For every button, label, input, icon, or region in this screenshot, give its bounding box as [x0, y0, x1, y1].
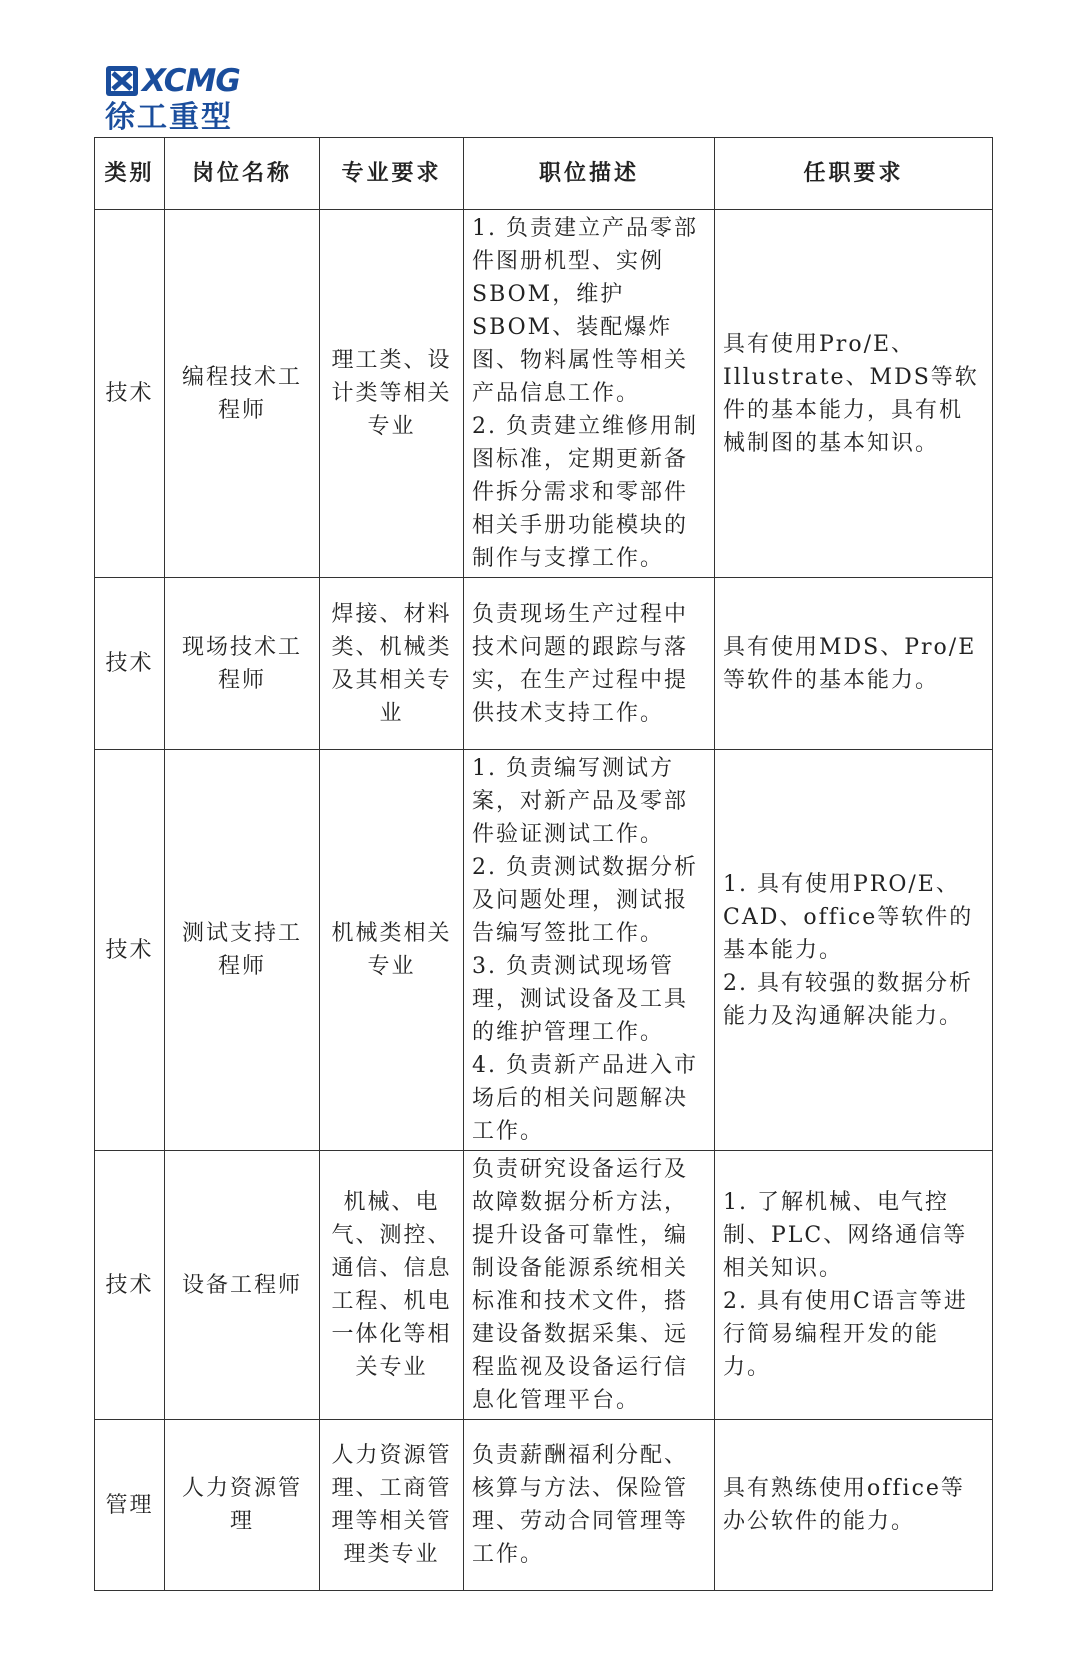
category-cell: 技术 — [95, 210, 165, 578]
description-cell: 负责现场生产过程中技术问题的跟踪与落实，在生产过程中提供技术支持工作。 — [464, 578, 715, 750]
logo-brand-text: XCMG — [142, 63, 240, 99]
company-logo — [105, 64, 255, 136]
category-cell: 管理 — [95, 1420, 165, 1591]
position-cell: 测试支持工程师 — [165, 750, 320, 1151]
category-cell: 技术 — [95, 578, 165, 750]
major-cell: 机械类相关专业 — [320, 750, 464, 1151]
description-cell: 负责薪酬福利分配、核算与方法、保险管理、劳动合同管理等工作。 — [464, 1420, 715, 1591]
requirements-cell: 具有使用Pro/E、Illustrate、MDS等软件的基本能力，具有机械制图的基本知识。 — [715, 210, 993, 578]
table-row — [95, 578, 993, 750]
position-cell: 设备工程师 — [165, 1151, 320, 1420]
header-position: 岗位名称 — [165, 138, 320, 210]
position-cell: 现场技术工程师 — [165, 578, 320, 750]
major-cell: 人力资源管理、工商管理等相关管理类专业 — [320, 1420, 464, 1591]
category-cell: 技术 — [95, 1151, 165, 1420]
description-cell: 1. 负责编写测试方案，对新产品及零部件验证测试工作。 2. 负责测试数据分析及问题处理，测试报告编写签批工作。 3. 负责测试现场管理，测试设备及工具的维护管理工作。 4. 负责新产品进入市场后的相关问题解决工作。 — [464, 750, 715, 1151]
requirements-cell: 具有熟练使用office等办公软件的能力。 — [715, 1420, 993, 1591]
table-row — [95, 1151, 993, 1420]
table-row — [95, 210, 993, 578]
header-requirements: 任职要求 — [715, 138, 993, 210]
xcmg-emblem-icon — [105, 65, 139, 97]
header-major: 专业要求 — [320, 138, 464, 210]
major-cell: 理工类、设计类等相关专业 — [320, 210, 464, 578]
description-cell: 1. 负责建立产品零部件图册机型、实例SBOM，维护SBOM、装配爆炸图、物料属性等相关产品信息工作。 2. 负责建立维修用制图标准，定期更新备件拆分需求和零部件相关手册功能模块的制作与支撑工作。 — [464, 210, 715, 578]
job-table — [94, 137, 993, 1591]
table-row — [95, 750, 993, 1151]
requirements-cell: 1. 了解机械、电气控制、PLC、网络通信等相关知识。 2. 具有使用C语言等进行简易编程开发的能力。 — [715, 1151, 993, 1420]
requirements-cell: 具有使用MDS、Pro/E等软件的基本能力。 — [715, 578, 993, 750]
table-row — [95, 1420, 993, 1591]
table-header-row — [95, 138, 993, 210]
position-cell: 编程技术工程师 — [165, 210, 320, 578]
header-category: 类别 — [95, 138, 165, 210]
major-cell: 机械、电气、测控、通信、信息工程、机电一体化等相关专业 — [320, 1151, 464, 1420]
major-cell: 焊接、材料类、机械类及其相关专业 — [320, 578, 464, 750]
description-cell: 负责研究设备运行及故障数据分析方法，提升设备可靠性，编制设备能源系统相关标准和技术文件，搭建设备数据采集、远程监视及设备运行信息化管理平台。 — [464, 1151, 715, 1420]
header-description: 职位描述 — [464, 138, 715, 210]
requirements-cell: 1. 具有使用PRO/E、CAD、office等软件的基本能力。 2. 具有较强的数据分析能力及沟通解决能力。 — [715, 750, 993, 1151]
position-cell: 人力资源管理 — [165, 1420, 320, 1591]
category-cell: 技术 — [95, 750, 165, 1151]
logo-chinese-text: 徐工重型 — [105, 100, 233, 135]
